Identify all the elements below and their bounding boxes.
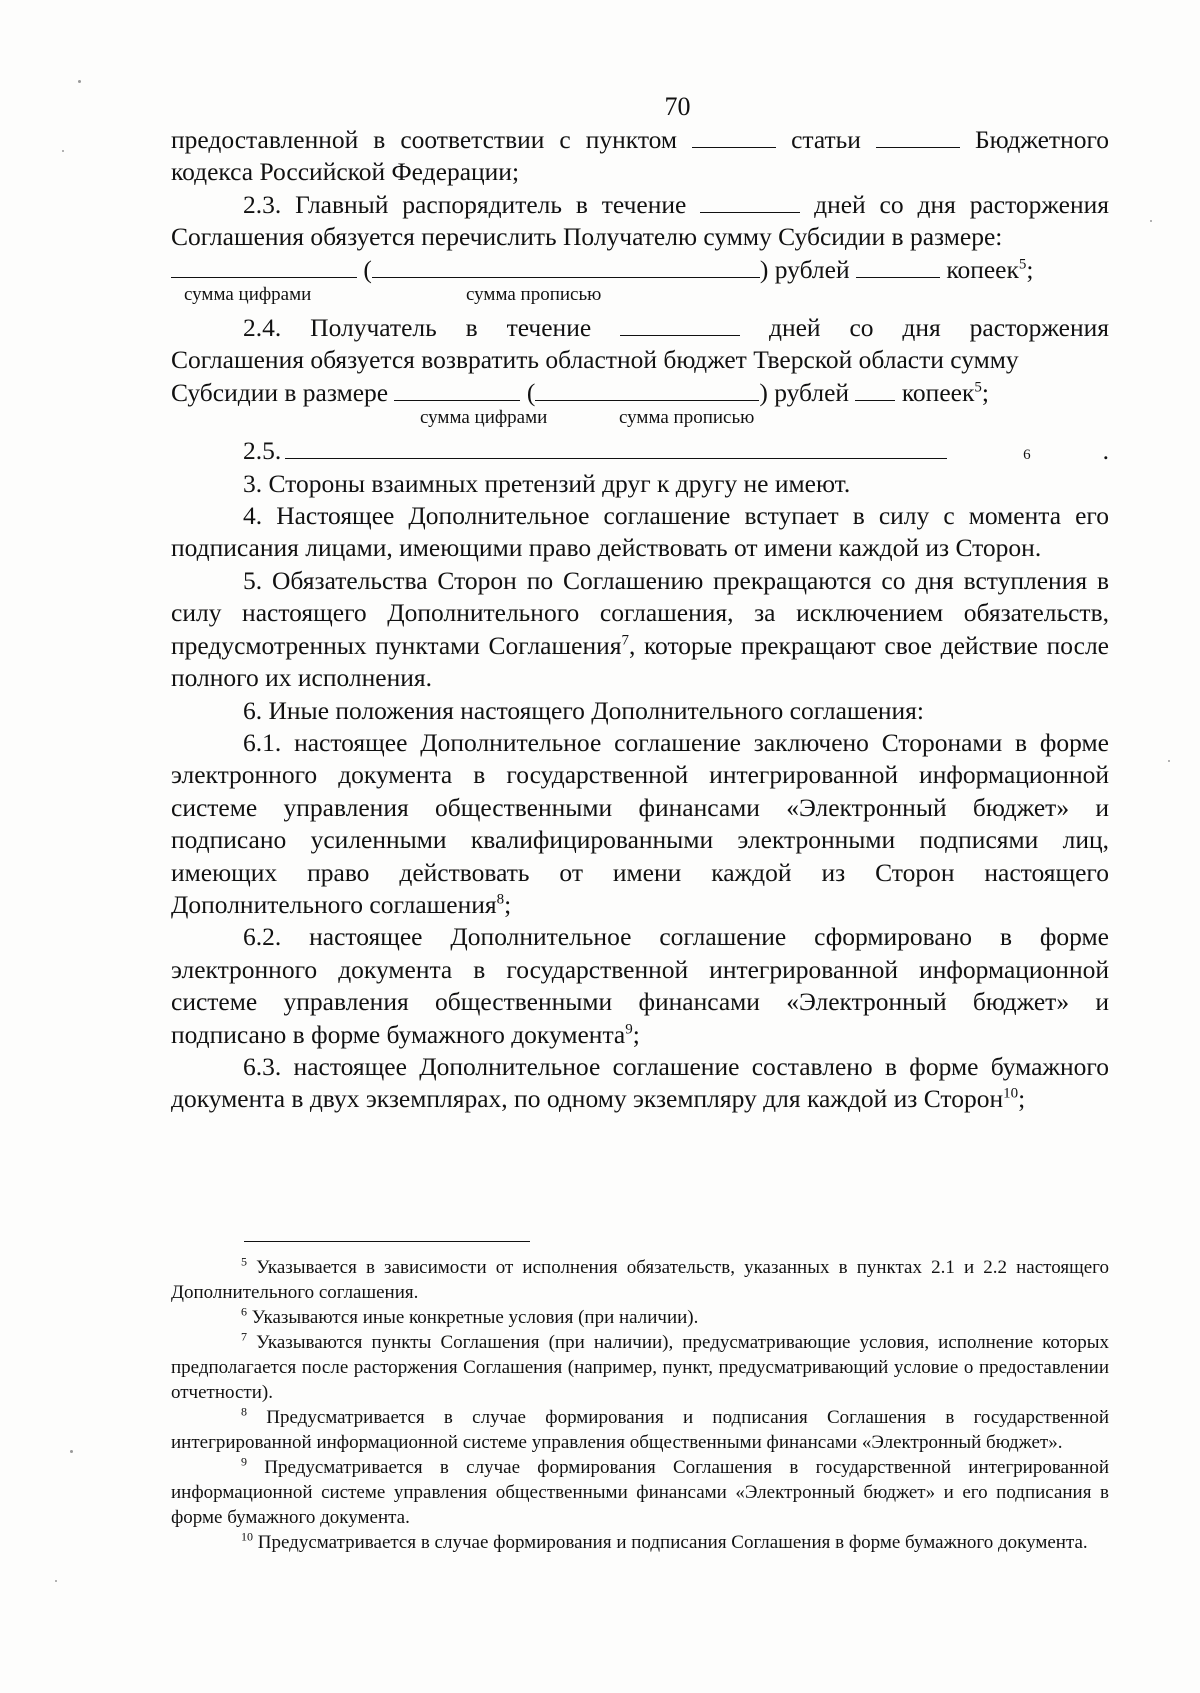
caption-sum-digits: сумма цифрами [184, 284, 312, 306]
scan-speck [55, 1580, 57, 1582]
text: . [1102, 436, 1109, 466]
paragraph-2-4-line1 [171, 312, 1109, 344]
scan-speck [1168, 760, 1170, 762]
footnote-ref: 9 [625, 1021, 633, 1038]
caption-sum-words: сумма прописью [466, 284, 602, 306]
paragraph-intro-line1 [171, 124, 1109, 156]
paragraph-3: 3. Стороны взаимных претензий друг к другу не имеют. [243, 468, 851, 498]
text: ; [632, 1019, 640, 1049]
scan-speck [62, 150, 64, 152]
paragraph-intro-line2: кодекса Российской Федерации; [171, 157, 520, 187]
caption-sum-digits: сумма цифрами [420, 407, 548, 429]
text: ; [1026, 254, 1034, 284]
footnote-9 [171, 1455, 1109, 1530]
footnote-ref: 7 [621, 632, 629, 649]
text: ; [981, 377, 989, 407]
footnote-number: 7 [241, 1329, 247, 1344]
text: дней со дня расторжения [814, 189, 1110, 219]
footnote-text: Предусматривается в случае формирования и подписания Соглашения в форме бумажного документа. [253, 1532, 1088, 1553]
footnote-ref: 8 [496, 891, 505, 908]
paragraph-2-3-line2: Соглашения обязуется перечислить Получателю сумму Субсидии в размере: [171, 222, 1003, 252]
footnote-number: 6 [241, 1304, 247, 1319]
text: 6.2. настоящее Дополнительное соглашение сформировано в форме электронного документа в государственной интегрированной информационной системе управления общественными финансами «Электронный бюджет» и подписано в форме бумажного документа [171, 922, 1109, 1049]
footnote-10 [171, 1530, 1109, 1555]
blank-sum-digits [171, 255, 357, 278]
paragraph-6: 6. Иные положения настоящего Дополнительного соглашения: [243, 695, 924, 725]
blank-kopecks [856, 255, 940, 278]
blank-sum-words [535, 378, 759, 401]
blank-field [876, 125, 960, 148]
text: 5. Обязательства Сторон по Соглашению прекращаются со дня вступления в силу настоящего Дополнительного соглашения, за исключением обязательств, предусмотренных пунктами Соглашения [171, 565, 1109, 660]
footnote-number: 9 [241, 1454, 247, 1469]
text: 6.3. настоящее Дополнительное соглашение составлено в форме бумажного документа в двух экземплярах, по одному экземпляру для каждой из Сторон [171, 1051, 1109, 1114]
text: 2.5. [243, 436, 282, 466]
blank-field [692, 125, 776, 148]
paragraph-6-2 [171, 921, 1109, 1051]
text: Субсидии в размере [171, 377, 389, 407]
text: 2.4. Получатель в течение [243, 313, 592, 343]
footnote-ref: 10 [1003, 1085, 1019, 1102]
footnote-text: Указывается в зависимости от исполнения обязательств, указанных в пунктах 2.1 и 2.2 настоящего Дополнительного соглашения. [171, 1257, 1109, 1303]
blank-sum-digits [394, 378, 520, 401]
footnote-number: 10 [241, 1529, 253, 1544]
text: ) рублей [759, 254, 850, 284]
footnote-number: 5 [241, 1254, 247, 1269]
text: 6.1. настоящее Дополнительное соглашение заключено Сторонами в форме электронного документа в государственной интегрированной информационной системе управления общественными финансами «Электронный бюджет» и подписано усиленными квалифицированными электронными подписями лиц, имеющих право действовать от имени каждой из Сторон настоящего Дополнительного соглашения [171, 727, 1109, 919]
paragraph-2-3-line3 [171, 254, 1109, 286]
blank-field [620, 313, 740, 336]
text: ) рублей [759, 377, 850, 407]
document-body [171, 124, 1109, 1116]
scan-speck [1150, 220, 1152, 222]
text: ; [504, 889, 512, 919]
caption-row-2-4 [171, 407, 1109, 429]
paragraph-4: 4. Настоящее Дополнительное соглашение вступает в силу с момента его подписания лицами, имеющими право действовать от имени каждой из Сторон. [171, 501, 1109, 563]
text: предоставленной в соответствии с пунктом [171, 125, 678, 154]
footnote-5 [171, 1255, 1109, 1305]
footnote-text: Указываются пункты Соглашения (при наличии), предусматривающие условия, исполнение которых предполагается после расторжения Соглашения (например, пункт, предусматривающий условие о предоставлении отчетности). [171, 1332, 1109, 1403]
paragraph-5 [171, 565, 1109, 695]
text: , которые прекращают свое действие после полного их исполнения. [171, 630, 1109, 693]
text: дней со дня расторжения [768, 313, 1109, 343]
scan-speck [70, 1450, 73, 1453]
caption-row-2-3 [171, 284, 1109, 306]
footnote-ref: 5 [1018, 256, 1027, 273]
footnote-separator [244, 1241, 530, 1242]
paragraph-6-3 [171, 1051, 1109, 1116]
page-number: 70 [664, 92, 691, 121]
text: 2.3. Главный распорядитель в течение [243, 189, 687, 219]
footnote-text: Указываются иные конкретные условия (при наличии). [247, 1307, 699, 1328]
footnote-6 [171, 1305, 1109, 1330]
paragraph-2-4-line2: Соглашения обязуется возвратить областной бюджет Тверской области сумму [171, 345, 1019, 375]
footnote-number: 8 [241, 1404, 247, 1419]
blank-field [700, 190, 800, 213]
text: ( [363, 254, 372, 284]
footnote-ref: 5 [974, 379, 982, 396]
footnote-text: Предусматривается в случае формирования и подписания Соглашения в государственной интегрированной информационной системе управления общественными финансами «Электронный бюджет». [171, 1407, 1109, 1453]
footnote-7 [171, 1330, 1109, 1405]
paragraph-6-1 [171, 727, 1109, 921]
text: Бюджетного [974, 125, 1110, 154]
text: копеек [901, 377, 975, 407]
blank-kopecks [855, 378, 895, 401]
footnote-text: Предусматривается в случае формирования Соглашения в государственной интегрированной информационной системе управления общественными финансами «Электронный бюджет» и его подписания в форме бумажного документа. [171, 1457, 1109, 1528]
text: статьи [791, 125, 861, 154]
text: копеек [946, 254, 1019, 284]
footnotes [171, 1255, 1109, 1555]
caption-sum-words: сумма прописью [619, 407, 755, 429]
paragraph-2-4-line3 [171, 377, 1109, 409]
scan-speck [78, 80, 81, 83]
footnote-8 [171, 1405, 1109, 1455]
text: ; [1018, 1084, 1026, 1114]
text: ( [526, 377, 536, 407]
paragraph-2-5: 2.5. 6 . [171, 435, 1109, 467]
blank-sum-words [372, 255, 760, 278]
blank-field [285, 436, 947, 459]
paragraph-2-3-line1 [171, 189, 1109, 221]
